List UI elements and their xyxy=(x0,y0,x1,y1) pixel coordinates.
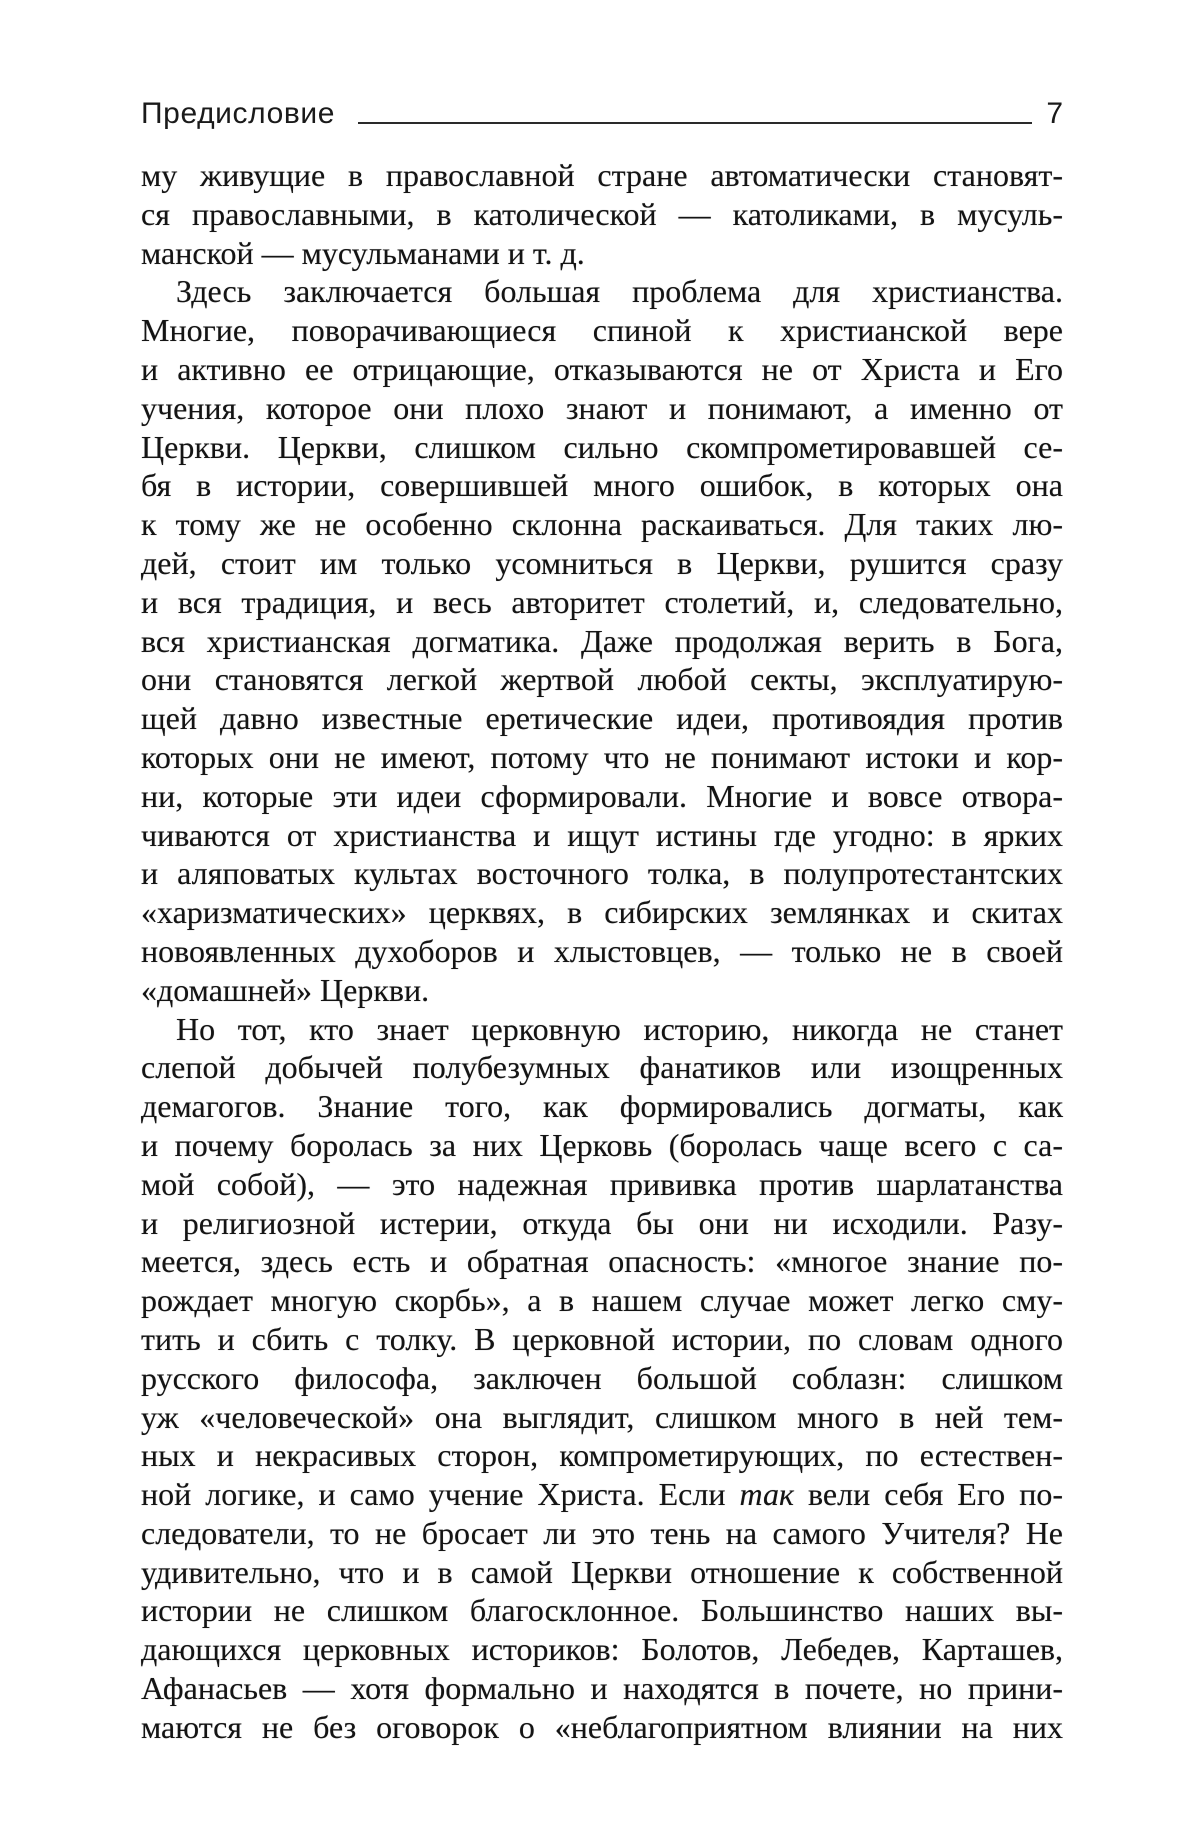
text-line: Церкви. Церкви, слишком сильно скомпрометировавшей се- xyxy=(141,428,1063,465)
text-line: ных и некрасивых сторон, компрометирующих, по естествен- xyxy=(141,1437,1063,1474)
text-line: вся христианская догматика. Даже продолжая верить в Бога, xyxy=(141,622,1063,659)
paragraph xyxy=(141,1010,1063,1747)
text-line: Здесь заключается большая проблема для христианства. xyxy=(176,273,1063,310)
text-line: щей давно известные еретические идеи, противоядия против xyxy=(141,700,1063,737)
text-line: чиваются от христианства и ищут истины где угодно: в ярких xyxy=(141,816,1063,853)
text-line: следователи, то не бросает ли это тень на самого Учителя? Не xyxy=(141,1514,1063,1551)
text-line: мой собой), — это надежная прививка против шарлатанства xyxy=(141,1165,1063,1202)
text-line: ни, которые эти идеи сформировали. Многие и вовсе отвора- xyxy=(141,777,1063,814)
text-line: учения, которое они плохо знают и понимают, а именно от xyxy=(141,389,1063,426)
text-line: новоявленных духоборов и хлыстовцев, — только не в своей xyxy=(141,932,1063,969)
text-line: и почему боролась за них Церковь (боролась чаще всего с са- xyxy=(141,1126,1063,1163)
text-line: удивительно, что и в самой Церкви отношение к собственной xyxy=(141,1553,1063,1590)
text-line: они становятся легкой жертвой любой секты, эксплуатирую- xyxy=(141,661,1063,698)
text-segment: ной логике, и само учение Христа. Если xyxy=(141,1476,740,1513)
text-segment: вели себя Его по- xyxy=(793,1476,1064,1513)
text-line: и религиозной истерии, откуда бы они ни исходили. Разу- xyxy=(141,1204,1063,1241)
text-line: и вся традиция, и весь авторитет столетий, и, следовательно, xyxy=(141,583,1063,620)
text-line: русского философа, заключен большой соблазн: слишком xyxy=(141,1359,1063,1396)
text-line: к тому же не особенно склонна раскаиваться. Для таких лю- xyxy=(141,506,1063,543)
running-head: Предисловие xyxy=(141,97,336,130)
text-line: му живущие в православной стране автоматически становят- xyxy=(141,157,1063,193)
text-line: манской — мусульманами и т. д. xyxy=(141,234,585,271)
text-line: дей, стоит им только усомниться в Церкви, рушится сразу xyxy=(141,544,1063,581)
text-line: маются не без оговорок о «неблагоприятном влиянии на них xyxy=(141,1708,1063,1745)
text-line: Многие, поворачивающиеся спиной к христианской вере xyxy=(141,312,1063,349)
text-line: «домашней» Церкви. xyxy=(141,971,430,1008)
text-line: тить и сбить с толку. В церковной истории, по словам одного xyxy=(141,1320,1063,1357)
text-line: ся православными, в католической — католиками, в мусуль- xyxy=(141,195,1063,232)
page-body xyxy=(141,156,1063,1747)
text-line: которых они не имеют, потому что не понимают истоки и кор- xyxy=(141,738,1063,775)
text-line: и активно ее отрицающие, отказываются не от Христа и Его xyxy=(141,350,1063,387)
text-line: демагогов. Знание того, как формировались догматы, как xyxy=(141,1088,1063,1125)
text-line xyxy=(141,1475,1063,1514)
page-number: 7 xyxy=(1046,97,1063,130)
paragraph xyxy=(141,272,1063,1009)
text-line: «харизматических» церквях, в сибирских землянках и скитах xyxy=(141,894,1063,931)
text-line: слепой добычей полубезумных фанатиков или изощренных xyxy=(141,1049,1063,1086)
text-line: Афанасьев — хотя формально и находятся в почете, но прини- xyxy=(141,1670,1063,1707)
paragraph xyxy=(141,156,1063,272)
text-line: истории не слишком благосклонное. Большинство наших вы- xyxy=(141,1592,1063,1629)
text-line: бя в истории, совершившей много ошибок, в которых она xyxy=(141,467,1063,504)
text-line: рождает многую скорбь», а в нашем случае может легко сму- xyxy=(141,1282,1063,1319)
text-line: дающихся церковных историков: Болотов, Лебедев, Карташев, xyxy=(141,1631,1063,1668)
text-line: уж «человеческой» она выглядит, слишком много в ней тем- xyxy=(141,1398,1063,1435)
emphasis-text: так xyxy=(739,1476,794,1513)
text-line: Но тот, кто знает церковную историю, никогда не станет xyxy=(176,1010,1063,1047)
header-rule xyxy=(358,122,1032,124)
text-line: и аляповатых культах восточного толка, в полупротестантских xyxy=(141,855,1063,892)
text-line: меется, здесь есть и обратная опасность: «многое знание по- xyxy=(141,1243,1063,1280)
